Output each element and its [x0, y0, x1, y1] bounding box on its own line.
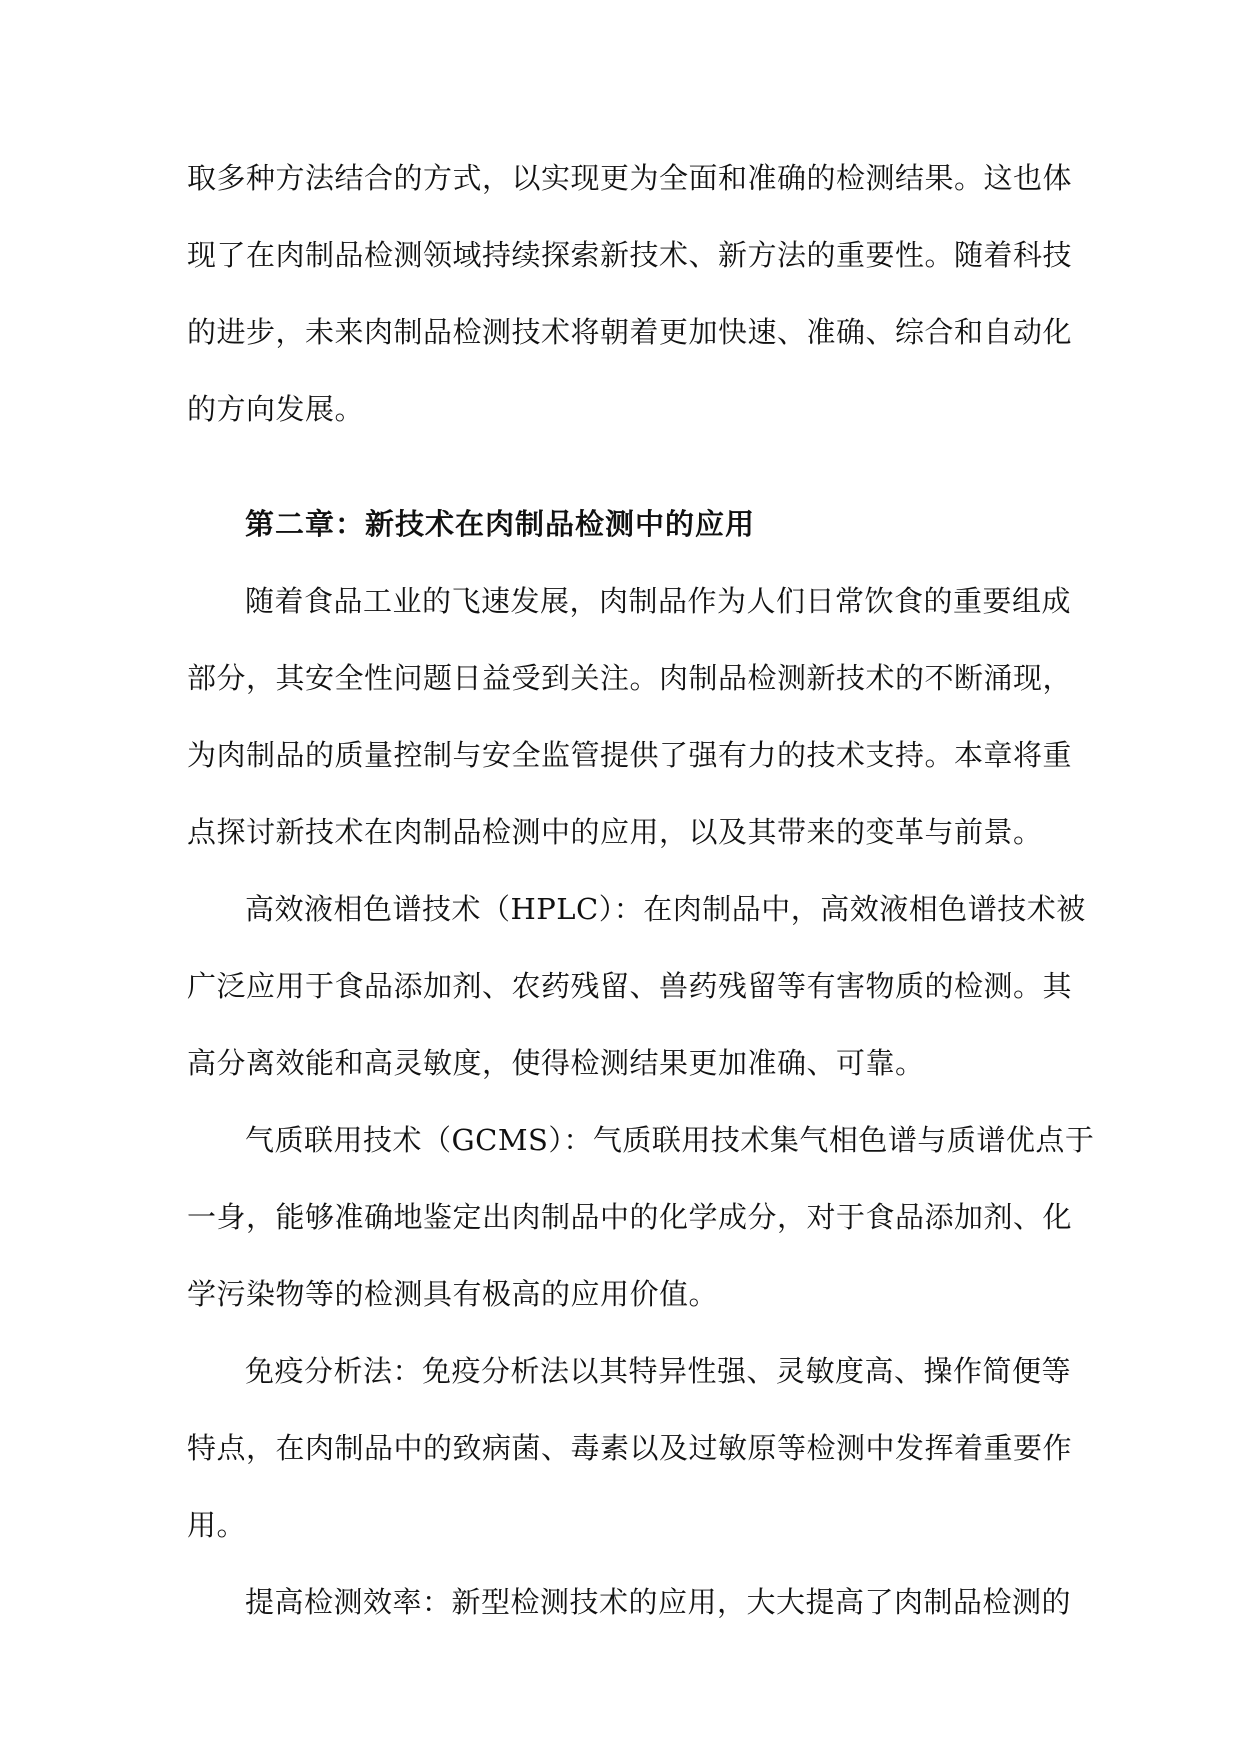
paragraph-line: 的进步，未来肉制品检测技术将朝着更加快速、准确、综合和自动化 — [187, 315, 1073, 349]
paragraph-line: 取多种方法结合的方式，以实现更为全面和准确的检测结果。这也体 — [187, 161, 1073, 195]
document-body — [187, 140, 1095, 1641]
section-spacer — [187, 448, 1057, 486]
paragraph-line: 部分，其安全性问题日益受到关注。肉制品检测新技术的不断涌现， — [187, 661, 1073, 695]
hplc-paragraph — [187, 871, 1086, 1102]
paragraph-line: 高分离效能和高灵敏度，使得检测结果更加准确、可靠。 — [187, 1046, 925, 1080]
paragraph-line: 特点，在肉制品中的致病菌、毒素以及过敏原等检测中发挥着重要作 — [187, 1431, 1073, 1465]
efficiency-paragraph — [187, 1564, 1072, 1641]
chapter-heading: 第二章：新技术在肉制品检测中的应用 — [245, 507, 756, 541]
paragraph-line: 的方向发展。 — [187, 392, 365, 426]
paragraph-line: 学污染物等的检测具有极高的应用价值。 — [187, 1277, 719, 1311]
immunoassay-paragraph — [187, 1333, 1073, 1564]
paragraph-line: 一身，能够准确地鉴定出肉制品中的化学成分，对于食品添加剂、化 — [187, 1200, 1073, 1234]
paragraph-line: 免疫分析法：免疫分析法以其特异性强、灵敏度高、操作简便等 — [245, 1354, 1072, 1388]
paragraph-line: 为肉制品的质量控制与安全监管提供了强有力的技术支持。本章将重 — [187, 738, 1073, 772]
paragraph-line: 点探讨新技术在肉制品检测中的应用，以及其带来的变革与前景。 — [187, 815, 1043, 849]
paragraph-line: 用。 — [187, 1508, 247, 1542]
paragraph-line: 气质联用技术（GCMS）：气质联用技术集气相色谱与质谱优点于 — [245, 1123, 1095, 1157]
intro-continuation-paragraph — [187, 140, 1073, 448]
paragraph-line: 现了在肉制品检测领域持续探索新技术、新方法的重要性。随着科技 — [187, 238, 1073, 272]
gcms-paragraph — [187, 1102, 1095, 1333]
paragraph-line: 提高检测效率：新型检测技术的应用，大大提高了肉制品检测的 — [245, 1585, 1072, 1619]
paragraph-line: 广泛应用于食品添加剂、农药残留、兽药残留等有害物质的检测。其 — [187, 969, 1073, 1003]
chapter-intro-paragraph — [187, 563, 1073, 871]
paragraph-line: 随着食品工业的飞速发展，肉制品作为人们日常饮食的重要组成 — [245, 584, 1072, 618]
paragraph-line: 高效液相色谱技术（HPLC）：在肉制品中，高效液相色谱技术被 — [245, 892, 1086, 926]
